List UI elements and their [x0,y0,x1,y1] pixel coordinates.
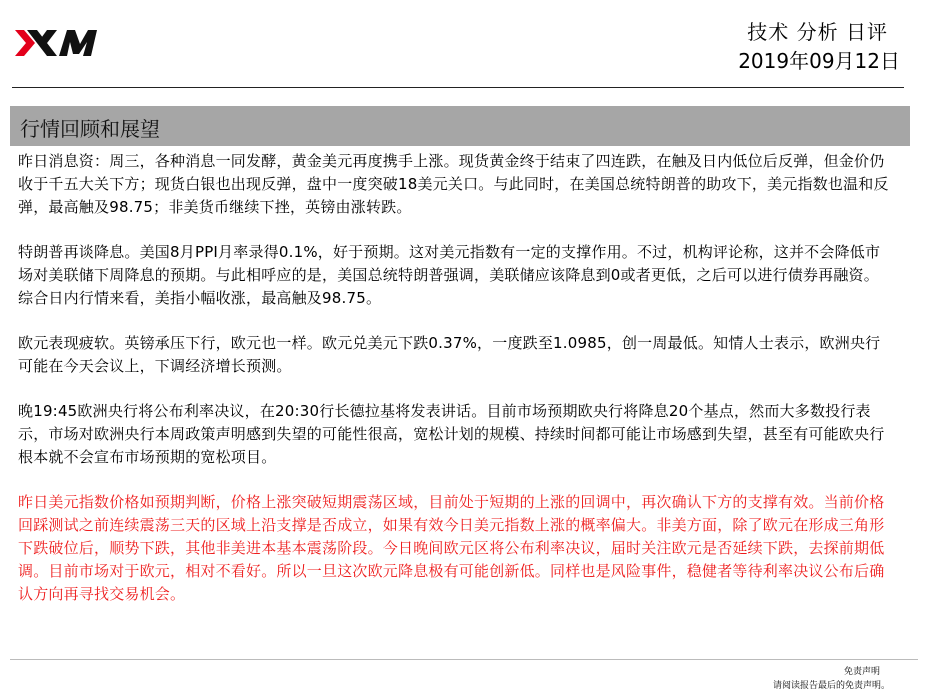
paragraph-trump-rates: 特朗普再谈降息。美国8月PPI月率录得0.1%，好于预期。这对美元指数有一定的支撑作用。不过，机构评论称，这并不会降低市场对美联储下周降息的预期。与此相呼应的是，美国总统特朗普强调，美联储应该降息到0或者更低，之后可以进行债券再融资。综合日内行情来看，美指小幅收涨，最高触及98.75。 [18,243,881,307]
disclaimer-title: 免责声明 [843,667,880,677]
report-title: 技术 分析 日评 [747,20,888,44]
paragraph-ecb: 晚19:45欧洲央行将公布利率决议，在20:30行长德拉基将发表讲话。目前市场预期欧央行将降息20个基点，然而大多数投行表示，市场对欧洲央行本周政策声明感到失望的可能性很高，宽松计划的规模、持续时间都可能让市场感到失望，甚至有可能欧央行根本就不会宣布市场预期的宽松项目。 [18,402,885,466]
xm-logo-icon [15,22,111,64]
report-date: 2019年09月12日 [738,49,900,73]
paragraph-analysis: 昨日美元指数价格如预期判断，价格上涨突破短期震荡区域，目前处于短期的上涨的回调中，再次确认下方的支撑有效。当前价格回踩测试之前连续震荡三天的区域上沿支撑是否成立，如果有效今日美元指数上涨的概率偏大。非美方面，除了欧元在形成三角形下跌破位后，顺势下跌，其他非美进本基本震荡阶段。今日晚间欧元区将公布利率决议，届时关注欧元是否延续下跌，去探前期低调。目前市场对于欧元，相对不看好。所以一旦这次欧元降息极有可能创新低。同样也是风险事件，稳健者等待利率决议公布后确认方向再寻找交易机会。 [18,493,885,603]
paragraph-news: 昨日消息资：周三，各种消息一同发酵，黄金美元再度携手上涨。现货黄金终于结束了四连跌，在触及日内低位后反弹，但金价仍收于千五大关下方；现货白银也出现反弹，盘中一度突破18美元关口。与此同时，在美国总统特朗普的助攻下，美元指数也温和反弹，最高触及98.75；非美货币继续下挫，英镑由涨转跌。 [18,152,889,216]
section-title: 行情回顾和展望 [20,117,160,141]
report-content [18,150,890,628]
footer-divider [10,659,918,660]
header-divider [12,87,904,88]
paragraph-euro: 欧元表现疲软。英镑承压下行，欧元也一样。欧元兑美元下跌0.37%，一度跌至1.0985，创一周最低。知情人士表示，欧洲央行可能在今天会议上，下调经济增长预测。 [18,334,881,375]
section-header-bar [10,106,910,146]
disclaimer-note: 请阅读报告最后的免责声明。 [772,681,890,691]
xm-logo [15,22,111,64]
